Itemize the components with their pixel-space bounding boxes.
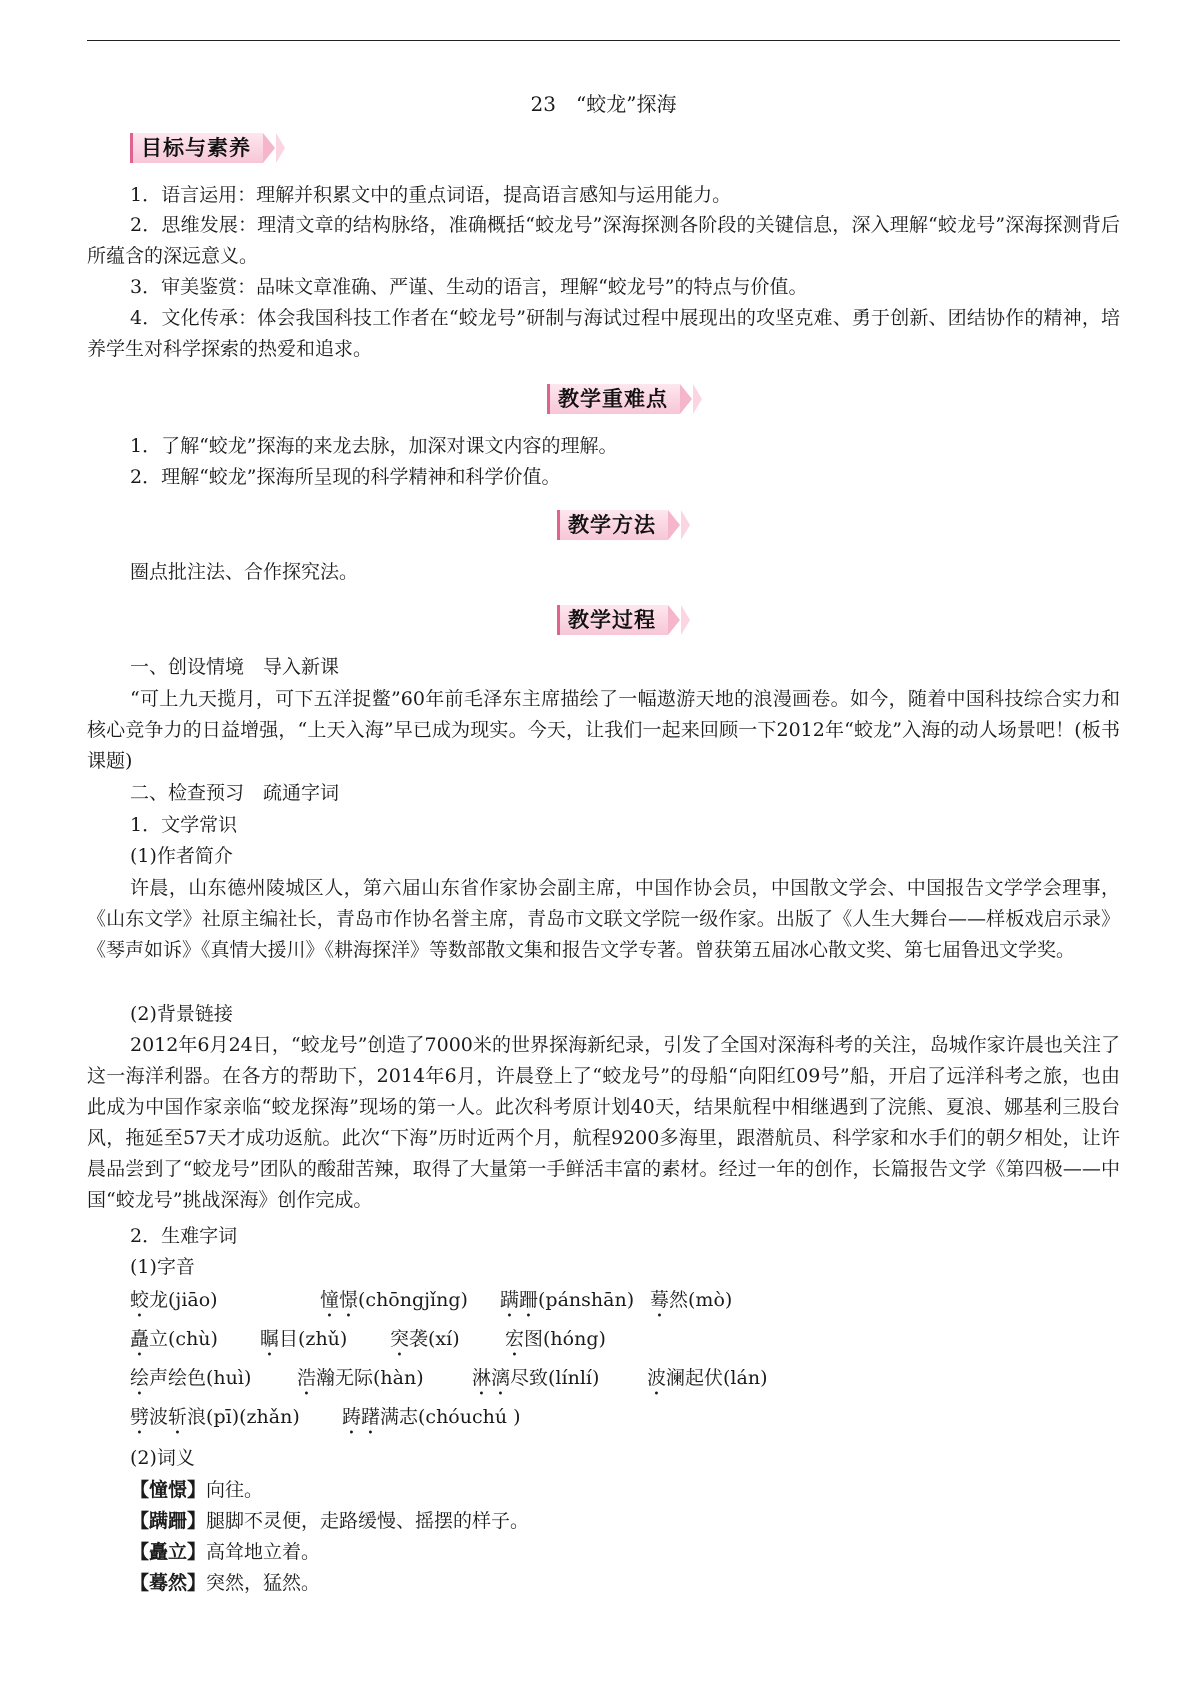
goal-item: 3．审美鉴赏：品味文章准确、严谨、生动的语言，理解“蛟龙号”的特点与价值。	[130, 276, 808, 298]
section-title: 教学过程	[557, 605, 668, 635]
pronunciation-item: 突袭(xí)	[390, 1328, 460, 1350]
pronunciation-item: 绘声绘色(huì)	[130, 1367, 252, 1389]
author-paragraph: 许晨，山东德州陵城区人，第六届山东省作家协会副主席，中国作协会员，中国散文学会、中国报告文学学会理事，《山东文学》社原主编社长，青岛市作协名誉主席，青岛市文联文学院一级作家。出版了《人生大舞台——样板戏启示录》《琴声如诉》《真情大援川》《耕海探洋》等数部散文集和报告文学专著。曾获第五届冰心散文奖、第七届鲁迅文学奖。	[87, 877, 1120, 961]
section-title: 目标与素养	[130, 133, 263, 163]
pronunciation-item: 浩瀚无际(hàn)	[297, 1367, 424, 1389]
meaning-item: 【矗立】高耸地立着。	[130, 1541, 321, 1563]
pronunciation-item: 劈波斩浪(pī)(zhǎn)	[130, 1406, 300, 1428]
top-rule	[87, 40, 1120, 41]
section-banner-methods	[557, 509, 690, 541]
methods-text: 圈点批注法、合作探究法。	[130, 561, 359, 583]
subsection-heading: 一、创设情境 导入新课	[130, 656, 340, 678]
goal-item: 1．语言运用：理解并积累文中的重点词语，提高语言感知与运用能力。	[130, 184, 732, 206]
background-paragraph: 2012年6月24日，“蛟龙号”创造了7000米的世界探海新纪录，引发了全国对深海科考的关注，岛城作家许晨也关注了这一海洋利器。在各方的帮助下，2014年6月，许晨登上了“蛟龙号”的母船“向阳红09号”船，开启了远洋科考之旅，也由此成为中国作家亲临“蛟龙探海”现场的第一人。此次科考原计划40天，结果航程中相继遇到了浣熊、夏浪、娜基利三股台风，拖延至57天才成功返航。此次“下海”历时近两个月，航程9200多海里，跟潜航员、科学家和水手们的朝夕相处，让许晨品尝到了“蛟龙号”团队的酸甜苦辣，取得了大量第一手鲜活丰富的素材。经过一年的创作，长篇报告文学《第四极——中国“蛟龙号”挑战深海》创作完成。	[87, 1034, 1120, 1211]
subsection-heading: (2)背景链接	[130, 1003, 233, 1025]
section-banner-goals	[130, 132, 285, 164]
banner-arrow-icon	[276, 133, 285, 163]
lesson-title: 23 “蛟龙”探海	[530, 92, 677, 116]
subsection-heading: 2．生难字词	[130, 1225, 238, 1247]
pronunciation-item: 宏图(hóng)	[505, 1328, 606, 1350]
banner-arrow-icon	[668, 510, 680, 540]
section-banner-process	[557, 604, 690, 636]
key-point-item: 2．理解“蛟龙”探海所呈现的科学精神和科学价值。	[130, 466, 561, 488]
pronunciation-item: 蛟龙(jiāo)	[130, 1289, 218, 1311]
banner-arrow-icon	[681, 605, 690, 635]
banner-arrow-icon	[681, 510, 690, 540]
pronunciation-item: 蹒跚(pánshān)	[500, 1289, 635, 1311]
pronunciation-item: 蓦然(mò)	[650, 1289, 733, 1311]
pronunciation-item: 波澜起伏(lán)	[647, 1367, 768, 1389]
section-title: 教学方法	[557, 510, 668, 540]
banner-arrow-icon	[693, 384, 702, 414]
pronunciation-item: 踌躇满志(chóuchú )	[342, 1406, 521, 1428]
pronunciation-item: 淋漓尽致(línlí)	[472, 1367, 600, 1389]
goal-item: 4．文化传承：体会我国科技工作者在“蛟龙号”研制与海试过程中展现出的攻坚克难、勇于创新、团结协作的精神，培养学生对科学探索的热爱和追求。	[87, 307, 1120, 360]
subsection-heading: (2)词义	[130, 1447, 195, 1469]
section-banner-key-points	[547, 383, 702, 415]
intro-paragraph: “可上九天揽月，可下五洋捉鳖”60年前毛泽东主席描绘了一幅遨游天地的浪漫画卷。如今，随着中国科技综合实力和核心竞争力的日益增强，“上天入海”早已成为现实。今天，让我们一起来回顾一下2012年“蛟龙”入海的动人场景吧！(板书课题)	[87, 688, 1120, 772]
banner-arrow-icon	[668, 605, 680, 635]
meaning-item: 【蹒跚】腿脚不灵便，走路缓慢、摇摆的样子。	[130, 1510, 530, 1532]
pronunciation-item: 矗立(chù)	[130, 1328, 218, 1350]
section-title: 教学重难点	[547, 384, 680, 414]
pronunciation-item: 憧憬(chōngjǐng)	[320, 1289, 468, 1311]
key-point-item: 1．了解“蛟龙”探海的来龙去脉，加深对课文内容的理解。	[130, 435, 618, 457]
banner-arrow-icon	[263, 133, 275, 163]
subsection-heading: (1)字音	[130, 1256, 195, 1278]
goal-item: 2．思维发展：理清文章的结构脉络，准确概括“蛟龙号”深海探测各阶段的关键信息，深入理解“蛟龙号”深海探测背后所蕴含的深远意义。	[87, 214, 1120, 267]
banner-arrow-icon	[680, 384, 692, 414]
subsection-heading: (1)作者简介	[130, 845, 233, 867]
pronunciation-item: 瞩目(zhǔ)	[260, 1328, 348, 1350]
meaning-item: 【蓦然】突然，猛然。	[130, 1572, 321, 1594]
meaning-item: 【憧憬】向往。	[130, 1479, 264, 1501]
subsection-heading: 二、检查预习 疏通字词	[130, 782, 340, 804]
subsection-heading: 1．文学常识	[130, 814, 238, 836]
